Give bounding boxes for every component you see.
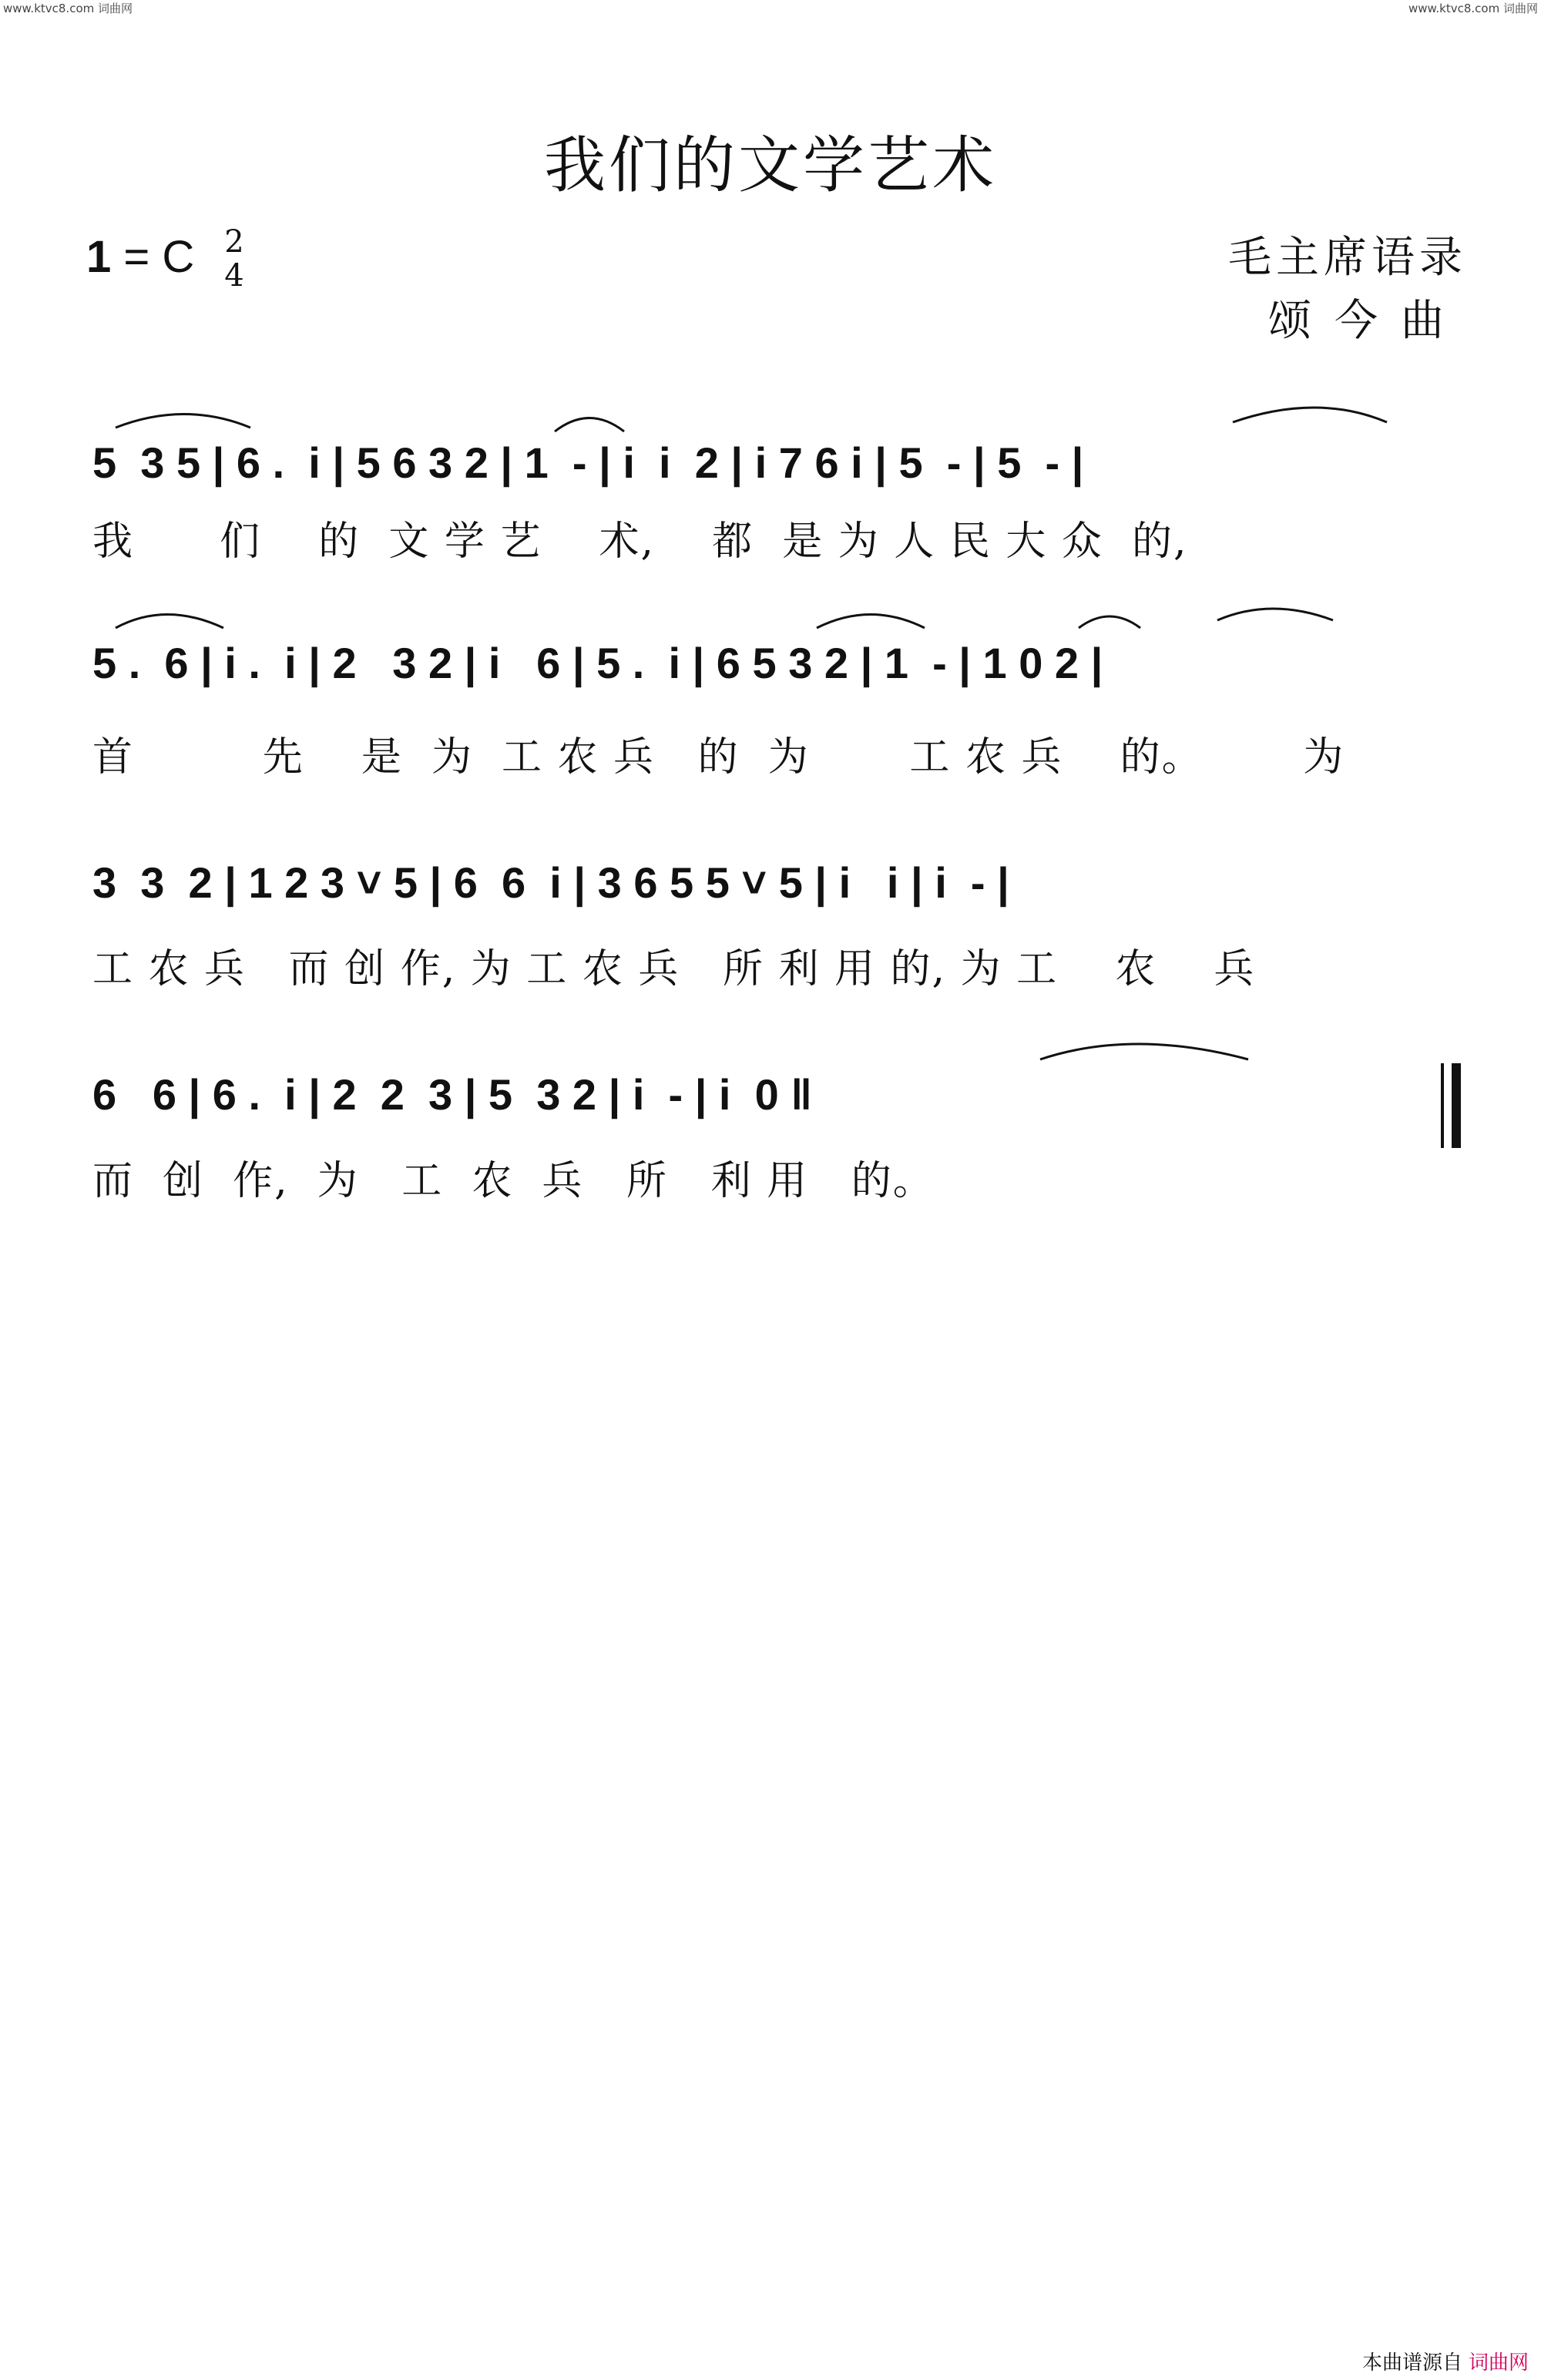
slur xyxy=(1079,616,1140,628)
footer-source xyxy=(1362,2347,1529,2375)
slur xyxy=(116,415,250,428)
slur xyxy=(1040,1044,1248,1059)
header-left-url: www.ktvc8.com 词曲网 xyxy=(3,2,133,15)
footer-site-link[interactable]: 词曲网 xyxy=(1468,2351,1529,2375)
slur xyxy=(1217,609,1333,620)
slur xyxy=(555,418,624,432)
notes-line-2: 5 . 6 | i . i | 2 3 2 | i 6 | 5 . i | 6 5 3 2 | 1 - | 1 0 2 | xyxy=(92,639,1103,687)
lyrics-line-1: 我 们 的 文 学 艺 术, 都 是 为 人 民 大 众 的, xyxy=(92,519,1188,565)
notes-line-1: 5 3 5 | 6 . i | 5 6 3 2 | 1 - | i i 2 | i 7 6 i | 5 - | 5 - | xyxy=(92,438,1084,487)
time-signature-top: 2 xyxy=(224,224,244,260)
slur xyxy=(1233,408,1387,422)
header-right-url: www.ktvc8.com 词曲网 xyxy=(1408,2,1538,15)
key-name: = C xyxy=(111,232,195,282)
song-title: 我们的文学艺术 xyxy=(544,129,997,201)
composer-credit: 颂今曲 xyxy=(1268,296,1467,346)
slur xyxy=(817,615,925,629)
key-tonic-number: 1 xyxy=(86,232,112,282)
lyrics-line-3: 工 农 兵 而 创 作, 为 工 农 兵 所 利 用 的, 为 工 农 兵 xyxy=(92,946,1256,992)
lyrics-line-2: 首 先 是 为 工 农 兵 的 为 工 农 兵 的。 为 xyxy=(92,734,1345,780)
notes-line-3: 3 3 2 | 1 2 3 ˅ 5 | 6 6 i | 3 6 5 5 ˅ 5 | i i | i - | xyxy=(92,858,1009,907)
time-signature-bottom: 4 xyxy=(224,258,244,294)
slur xyxy=(116,615,223,629)
notes-line-4: 6 6 | 6 . i | 2 2 3 | 5 3 2 | i - | i 0 ‖ xyxy=(92,1070,813,1119)
lyrics-line-4: 而 创 作, 为 工 农 兵 所 利 用 的。 xyxy=(92,1158,935,1204)
footer-text: 本曲谱源自 xyxy=(1361,2351,1462,2375)
lyricist-credit: 毛主席语录 xyxy=(1228,233,1467,283)
